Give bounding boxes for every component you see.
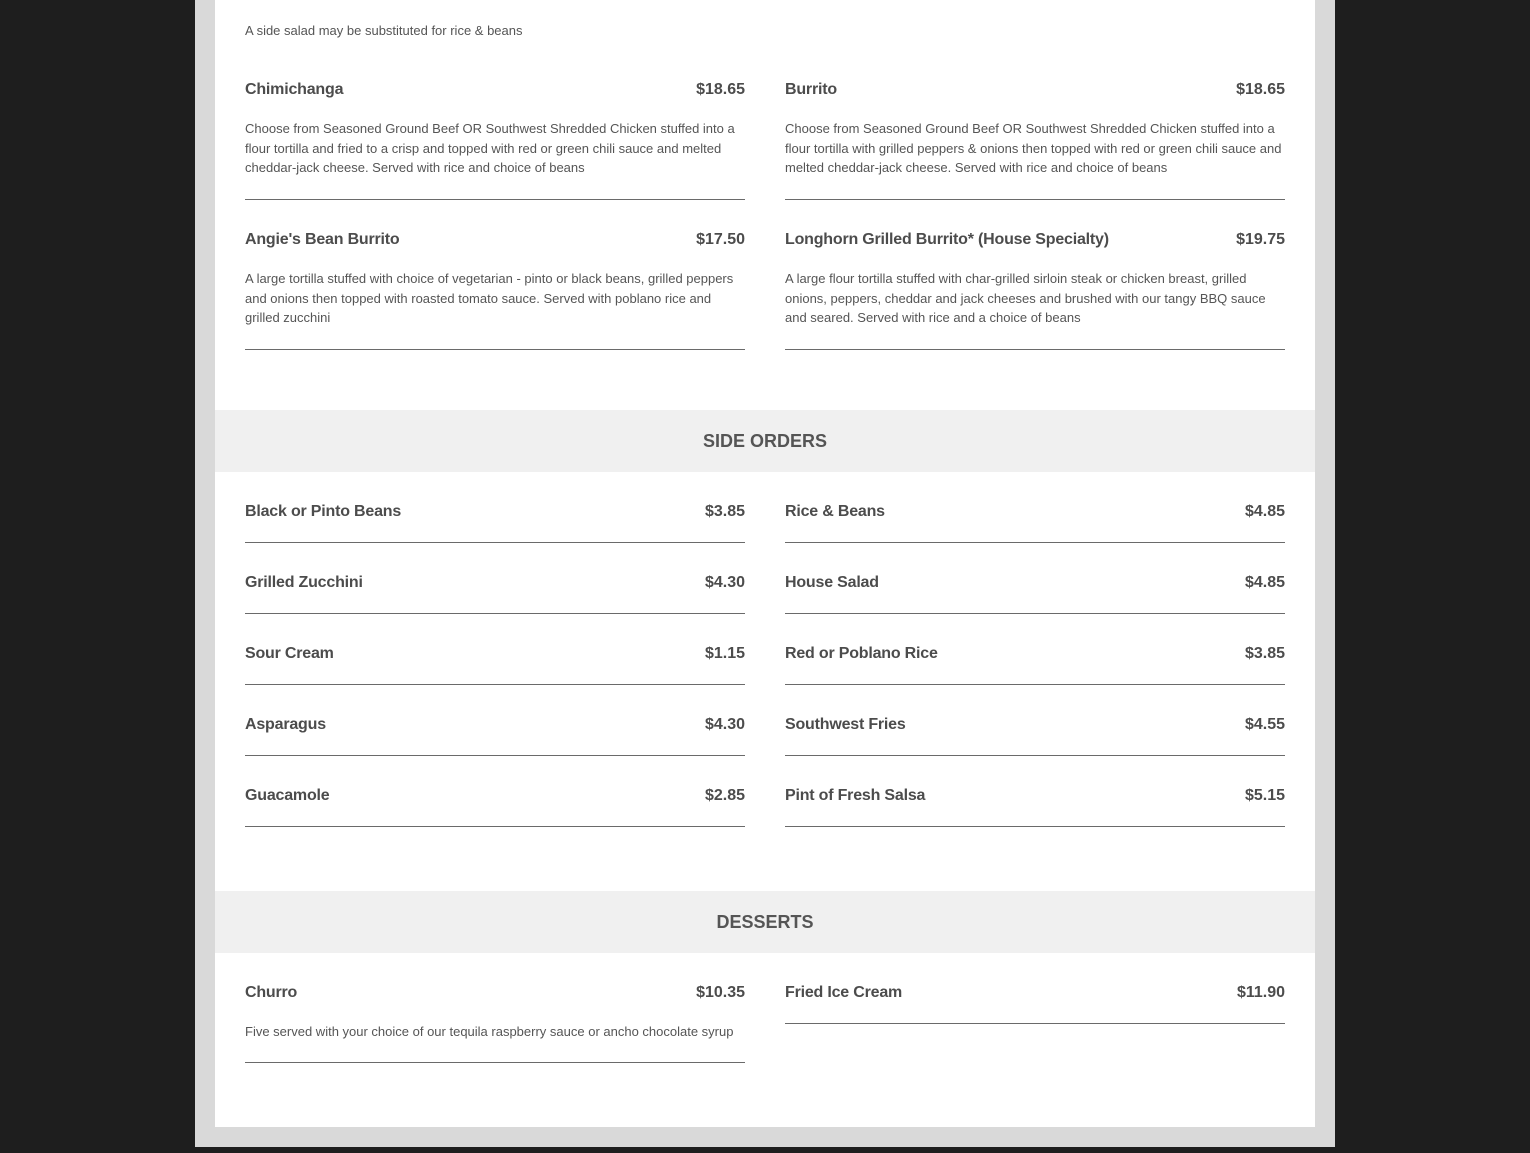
item-name: Longhorn Grilled Burrito* (House Specialty) (785, 231, 1109, 248)
item-name: Burrito (785, 81, 837, 98)
side-item (245, 503, 745, 543)
item-name: Guacamole (245, 787, 330, 804)
menu-item-fried-ice-cream (785, 984, 1285, 1024)
item-price: $3.85 (704, 503, 745, 520)
item-description: Five served with your choice of our tequila raspberry sauce or ancho chocolate syrup (245, 1024, 734, 1039)
side-item (245, 716, 745, 756)
side-item (785, 645, 1285, 685)
page-frame (195, 0, 1335, 1147)
menu-item-chimichanga (245, 81, 745, 200)
item-price: $19.75 (1236, 231, 1285, 248)
menu-item-burrito (785, 81, 1285, 200)
item-name: Pint of Fresh Salsa (785, 787, 926, 804)
side-item (245, 787, 745, 827)
item-name: Churro (245, 984, 298, 1001)
item-price: $4.30 (704, 716, 745, 733)
item-name: Fried Ice Cream (785, 984, 903, 1001)
side-item (785, 574, 1285, 614)
menu-item-churro (245, 984, 745, 1063)
item-name: House Salad (785, 574, 879, 591)
item-name: Red or Poblano Rice (785, 645, 938, 662)
item-description: Choose from Seasoned Ground Beef OR Southwest Shredded Chicken stuffed into a flour tortilla with grilled peppers & onions then topped with red or green chili sauce and melted cheddar-jack cheese. Served with rice and choice of beans (785, 121, 1282, 175)
item-description: Choose from Seasoned Ground Beef OR Southwest Shredded Chicken stuffed into a flour tortilla and fried to a crisp and topped with red or green chili sauce and melted cheddar-jack cheese. Served with rice and choice of beans (245, 121, 735, 175)
item-name: Rice & Beans (785, 503, 885, 520)
menu-item-longhorn-burrito (785, 231, 1285, 350)
item-name: Black or Pinto Beans (245, 503, 402, 520)
item-price: $2.85 (704, 787, 745, 804)
item-price: $4.85 (1244, 574, 1285, 591)
side-item (785, 787, 1285, 827)
substitution-note: A side salad may be substituted for rice & beans (245, 23, 523, 38)
item-price: $4.30 (704, 574, 745, 591)
item-price: $4.85 (1244, 503, 1285, 520)
item-price: $17.50 (696, 231, 745, 248)
item-price: $5.15 (1244, 787, 1285, 804)
menu-item-bean-burrito (245, 231, 745, 350)
side-item (245, 574, 745, 614)
side-item (785, 503, 1285, 543)
item-name: Southwest Fries (785, 716, 906, 733)
item-name: Angie's Bean Burrito (245, 231, 400, 248)
section-header-desserts: DESSERTS (215, 891, 1315, 953)
section-header-side-orders: SIDE ORDERS (215, 410, 1315, 472)
item-price: $3.85 (1244, 645, 1285, 662)
item-price: $11.90 (1236, 984, 1285, 1001)
menu-paper (215, 0, 1315, 1127)
item-name: Asparagus (245, 716, 326, 733)
item-description: A large flour tortilla stuffed with char-grilled sirloin steak or chicken breast, grilled onions, peppers, cheddar and jack cheeses and brushed with our tangy BBQ sauce and seared. Served with rice and a choice of beans (785, 271, 1266, 325)
item-name: Sour Cream (245, 645, 334, 662)
item-price: $10.35 (696, 984, 745, 1001)
item-price: $1.15 (704, 645, 745, 662)
side-item (245, 645, 745, 685)
item-description: A large tortilla stuffed with choice of vegetarian - pinto or black beans, grilled peppers and onions then topped with roasted tomato sauce. Served with poblano rice and grilled zucchini (245, 271, 734, 325)
item-name: Grilled Zucchini (245, 574, 363, 591)
item-price: $18.65 (696, 81, 745, 98)
item-price: $4.55 (1244, 716, 1285, 733)
item-name: Chimichanga (245, 81, 344, 98)
item-price: $18.65 (1236, 81, 1285, 98)
side-item (785, 716, 1285, 756)
